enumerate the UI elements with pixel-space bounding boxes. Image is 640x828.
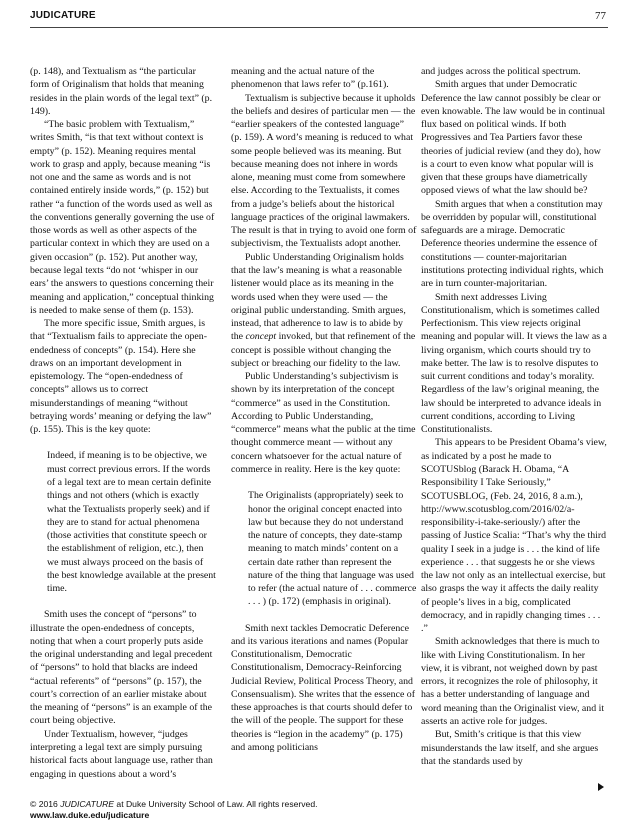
paragraph: This appears to be President Obama’s view, as indicated by a post he made to SCOTUSblog (Barack H. Obama, “A Responsibility I Take Seriously,” SCOTUSBLOG, (Feb. 24, 2016, 8 a.m.), http://www.scotusblog.com/2016/02/a-responsibility-i-take-seriously/) after the passing of Justice Scalia: “That’s why the third quality I seek in a judge is . . . the kind of life experience . . . that suggests he or she views the law not only as an intellectual exercise, but also grasps the way it affects the daily reality of people’s lives in a big, complicated democracy, and in rapidly changing times . . . .” xyxy=(421,437,607,635)
copyright-line xyxy=(30,799,318,810)
copyright-journal: JUDICATURE xyxy=(60,799,115,809)
paragraph: Under Textualism, however, “judges interpreting a legal text are simply pursuing historical facts about language use, rather than engaging in questions about a word’s xyxy=(30,728,213,780)
emphasis-text: concept xyxy=(245,331,277,343)
paragraph: The more specific issue, Smith argues, is that “Textualism fails to appreciate the open-endedness of concepts” (p. 154). Here she draws on an important development in epistemology. The “open-endedness of concepts” allows us to correct misunderstandings of meaning “without betraying words’ meaning or defying the law” (p. 155). This is the key quote: xyxy=(30,318,212,436)
paragraph: meaning and the actual nature of the phenomenon that laws refer to” (p.161). xyxy=(231,66,389,91)
paragraph: Smith argues that under Democratic Deference the law cannot possibly be clear or even knowable. The law would be in continual flux based on political winds. If both Progressives and Tea Partiers favor these theories of judicial review (and they do), how is a court to even know what popular will is given that these groups have diametrically opposed views of what the law should be? xyxy=(421,79,606,197)
text-column-3 xyxy=(421,65,607,768)
page-number: 77 xyxy=(595,10,606,22)
page-footer xyxy=(30,799,318,821)
text-span: invoked, but that refinement of the concept is possible without changing the subject or breaching our fidelity to the law. xyxy=(231,331,416,369)
paragraph: Smith acknowledges that there is much to like with Living Constitutionalism. In her view, it is vibrant, not weighed down by past errors, it recognizes the role of philosophy, it has a better understanding of language and word meaning than the Originalist view, and it asserts an active role for judges. xyxy=(421,636,605,728)
paragraph xyxy=(231,251,417,370)
paragraph: Smith next addresses Living Constitutionalism, which is sometimes called Perfectionism. This view rejects original meaning and popular will. It views the law as a living organism, which courts should try to make better. The law is to resolve disputes to suit current conditions and today’s morality. Regardless of the law’s original meaning, the law should be interpreted to advance ideals in current conditions, according to Living Constitutionalists. xyxy=(421,291,607,436)
paragraph: (p. 148), and Textualism as “the particular form of Originalism that holds that meaning resides in the plain words of the legal text” (p. 149). xyxy=(30,66,213,117)
paragraph: “The basic problem with Textualism,” writes Smith, “is that text without context is empty” (p. 152). Meaning requires mental work to grasp and apply, because meaning “is not one and the same as words and is not contained entirely inside words,” (p. 152) but rather “a function of the words used as well as the conventions generally governing the use of those words as well as other aspects of the particular context in which they are used on a given occasion” (p. 152). Put another way, because legal texts “do not ‘whisper in our ears’ the answers to questions concerning their meaning and application,” conceptual thinking is needed to make sense of them (p. 153). xyxy=(30,119,215,316)
text-span: Public Understanding Originalism holds that the law’s meaning is what a reasonable listener would place as its meaning in the words used when they were used — the original public understanding. Smith argues, instead, that adherence to law is to abide by the xyxy=(231,251,406,343)
journal-url: www.law.duke.edu/judicature xyxy=(30,810,150,820)
block-quote: The Originalists (appropriately) seek to honor the original concept enacted into law but because they do not understand the nature of concepts, they date-stamp meaning to match minds’ content on a certain date rather than represent the nature of the thing that language was used to refer (the actual nature of . . . commerce . . . ) (p. 172) (emphasis in original). xyxy=(248,490,417,608)
paragraph: Public Understanding’s subjectivism is shown by its interpretation of the concept “commerce” as used in the Constitution. According to Public Understanding, “commerce” means what the public at the time thought commerce meant — without any concern whatsoever for the actual nature of commerce in reality. Here is the key quote: xyxy=(231,371,416,475)
header-rule xyxy=(30,27,608,28)
copyright-suffix: at Duke University School of Law. All rights reserved. xyxy=(114,799,318,809)
text-column-1 xyxy=(30,65,216,781)
paragraph: Textualism is subjective because it upholds the beliefs and desires of particular men — the “earlier speakers of the contested language” (p. 159). A word’s meaning is reduced to what some people believed was its meaning. But because meaning does not inhere in words alone, meaning must come from somewhere else. According to the Textualists, it comes from a judge’s beliefs about the historical language practices of the original lawmakers. The result is that in trying to avoid one form of subjectivism, the Textualists adopt another. xyxy=(231,92,417,250)
text-column-2 xyxy=(231,65,417,754)
paragraph: Smith uses the concept of “persons” to illustrate the open-endedness of concepts, noting that when a court properly puts aside the original understanding and legal precedent of “persons” to hold that blacks are indeed “actual referents” of “persons” (p. 157), the court’s correction of an earlier mistake about the meaning of “persons” is an example of the court being objective. xyxy=(30,609,213,727)
copyright-prefix: © 2016 xyxy=(30,799,61,809)
continue-arrow-icon xyxy=(598,783,604,791)
journal-title: JUDICATURE xyxy=(30,9,96,22)
paragraph: Smith next tackles Democratic Deference and its various iterations and names (Popular Constitutionalism, Democratic Constitutionalism, Democracy-Reinforcing Judicial Review, Political Process Theory, and Consensualism). She writes that the essence of these approaches is that courts should defer to the will of the people. The support for these theories is “legion in the academy” (p. 175) and among politicians xyxy=(231,622,415,754)
block-quote: Indeed, if meaning is to be objective, we must correct previous errors. If the words of a legal text are to mean certain definite things and not others (which is exactly what the Textualists properly seek) and if they are to stand for actual phenomena (those activities that constitute speech or the establishment of religion, etc.), then we must always proceed on the basis of the best knowledge available at the present time. xyxy=(47,450,216,595)
paragraph: and judges across the political spectrum. xyxy=(421,66,581,77)
paragraph: But, Smith’s critique is that this view misunderstands the law itself, and she argues that the standards used by xyxy=(421,729,599,767)
paragraph: Smith argues that when a constitution may be overridden by popular will, constitutional safeguards are a mirage. Democratic Deference theories undermine the essence of constitutions — counter-majoritarian institutions protecting individual rights, which are in turn counter-majoritarian. xyxy=(421,198,604,290)
